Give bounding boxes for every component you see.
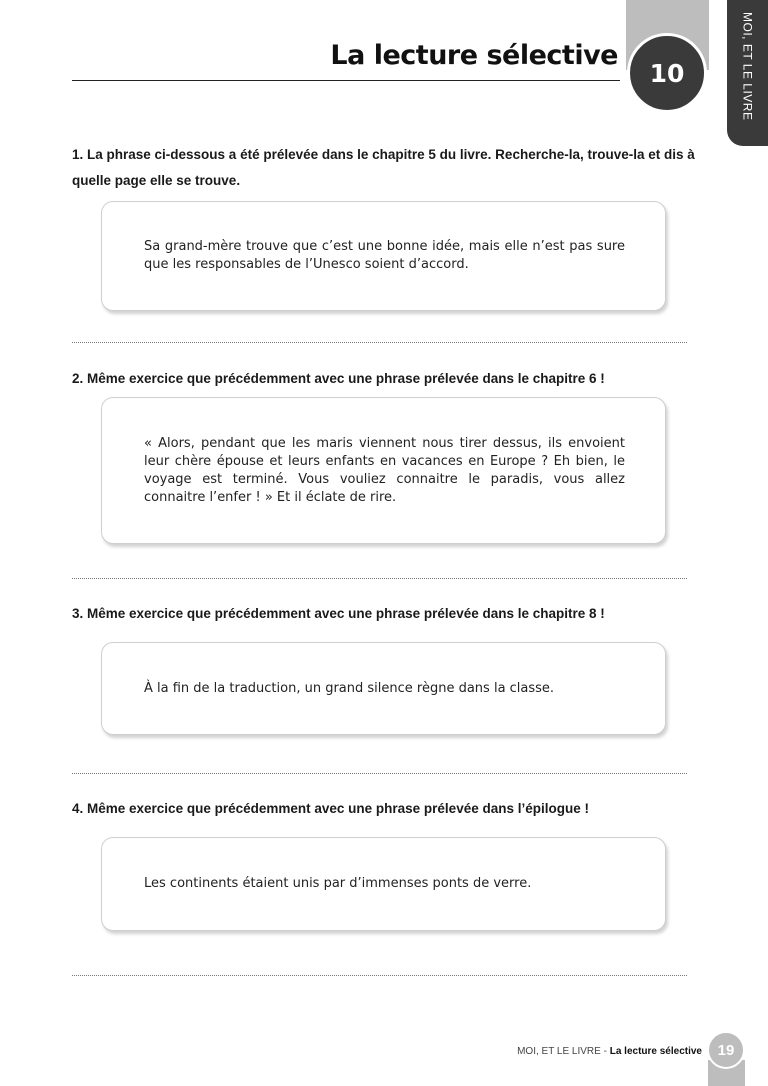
quote-1-text: Sa grand-mère trouve que c’est une bonne idée, mais elle n’est pas sure que les responsables de l’Unesco soient d’accord. — [144, 239, 625, 272]
question-3-prompt: 3. Même exercice que précédemment avec une phrase prélevée dans le chapitre 8 ! — [72, 606, 605, 621]
question-2-prompt: 2. Même exercice que précédemment avec une phrase prélevée dans le chapitre 6 ! — [72, 371, 605, 386]
title-rule — [72, 80, 620, 81]
answer-line-1[interactable] — [72, 342, 687, 343]
quote-4-text: Les continents étaient unis par d’immenses ponts de verre. — [144, 876, 532, 891]
quote-box-4 — [101, 837, 666, 931]
quote-box-1 — [101, 201, 666, 311]
chapter-number-badge: 10 — [627, 33, 707, 113]
question-1-prompt: 1. La phrase ci-dessous a été prélevée dans le chapitre 5 du livre. Recherche-la, trouve-la et dis à quelle page elle se trouve. — [72, 147, 695, 188]
footer-section-title: La lecture sélective — [609, 1046, 702, 1057]
side-tab — [727, 0, 768, 146]
quote-3-text: À la fin de la traduction, un grand silence règne dans la classe. — [144, 680, 555, 696]
answer-line-3[interactable] — [72, 773, 687, 774]
answer-line-2[interactable] — [72, 578, 687, 579]
footer-running-title — [517, 1046, 702, 1057]
question-4-prompt: 4. Même exercice que précédemment avec une phrase prélevée dans l’épilogue ! — [72, 801, 589, 816]
quote-box-2 — [101, 397, 666, 544]
page-title: La lecture sélective — [330, 40, 618, 71]
side-tab-label: MOI, ET LE LIVRE — [740, 12, 755, 121]
page-number-badge: 19 — [707, 1031, 745, 1069]
answer-line-4[interactable] — [72, 975, 687, 976]
footer-book-title: MOI, ET LE LIVRE - — [517, 1046, 610, 1057]
quote-box-3 — [101, 642, 666, 735]
quote-2-text: « Alors, pendant que les maris viennent nous tirer dessus, ils envoient leur chère épouse et leurs enfants en vacances en Europe ? Eh bien, le voyage est terminé. Vous vouliez connaitre le paradis, vous allez connaitre l’enfer ! » Et il éclate de rire. — [144, 435, 625, 505]
